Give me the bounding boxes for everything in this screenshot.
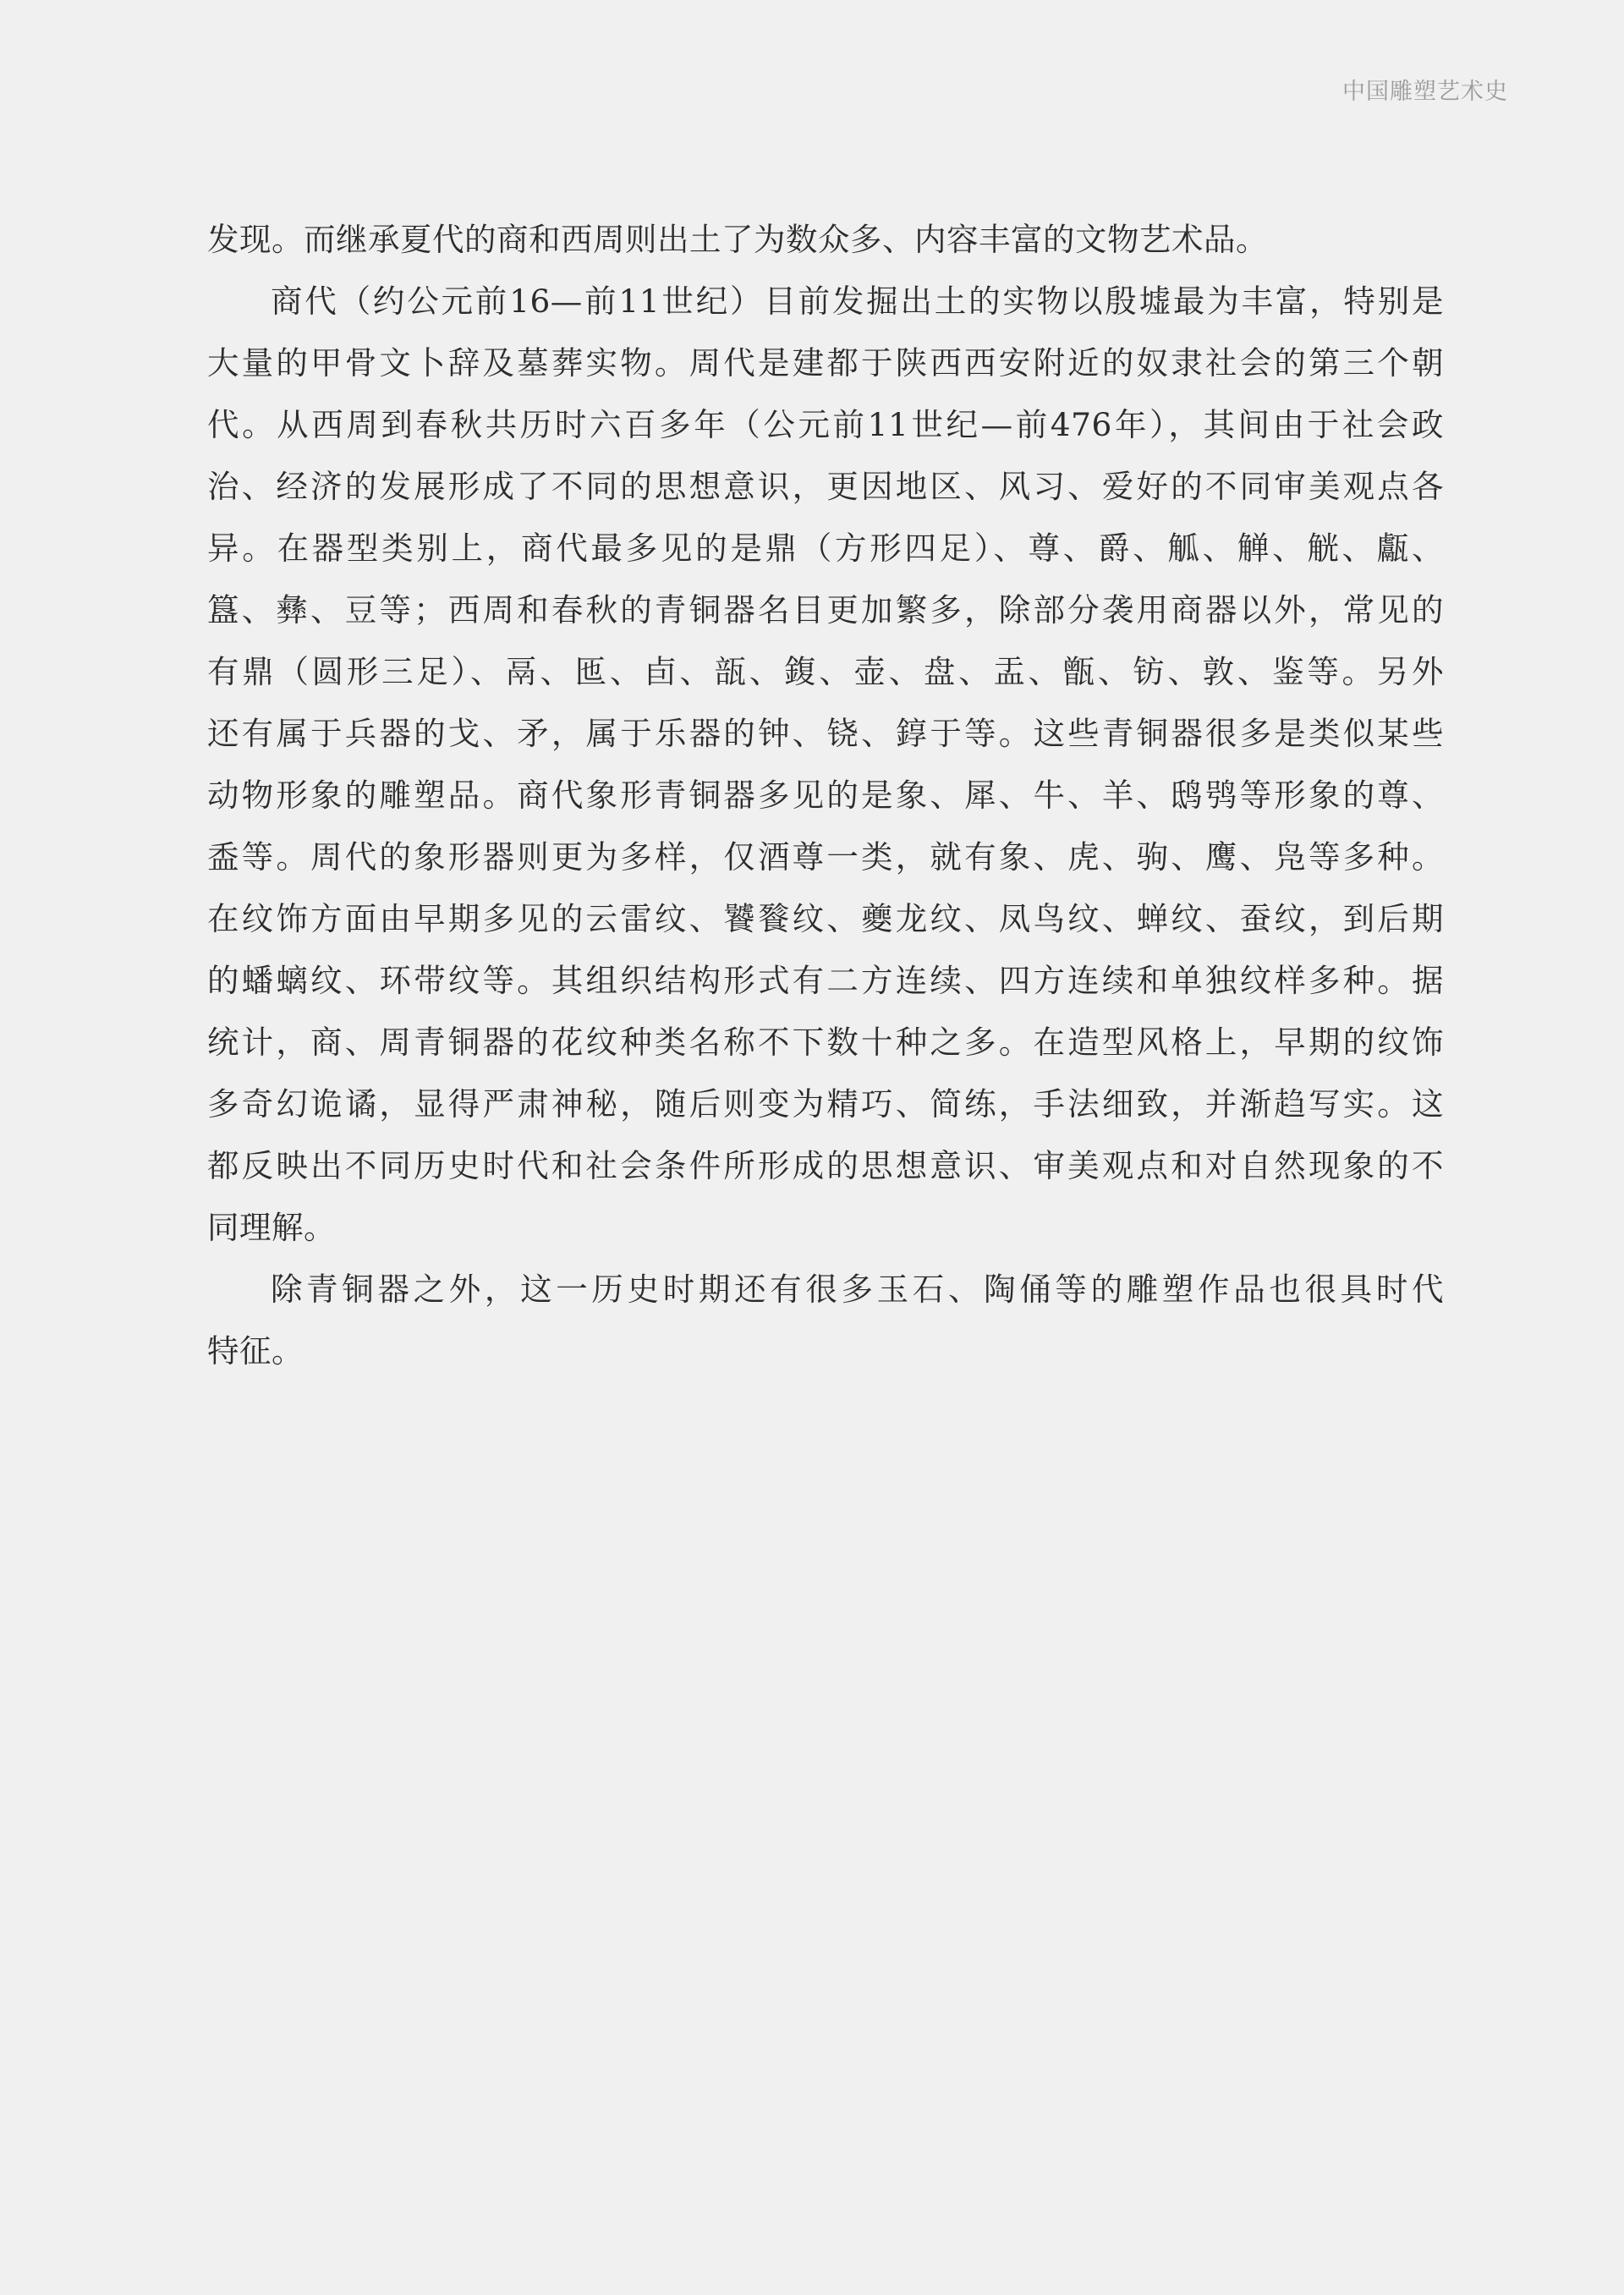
- text-line: 盉等。周代的象形器则更为多样，仅酒尊一类，就有象、虎、驹、鹰、凫等多种。: [207, 838, 1444, 876]
- text-line: 异。在器型类别上，商代最多见的是鼎（方形四足）、尊、爵、觚、觯、觥、甗、: [207, 530, 1444, 567]
- text-line: 特征。: [207, 1332, 304, 1370]
- text-line: 在纹饰方面由早期多见的云雷纹、饕餮纹、夔龙纹、凤鸟纹、蝉纹、蚕纹，到后期: [207, 900, 1444, 937]
- text-line: 治、经济的发展形成了不同的思想意识，更因地区、风习、爱好的不同审美观点各: [207, 468, 1444, 505]
- running-header: 中国雕塑艺术史: [1342, 79, 1508, 105]
- text-line: 统计，商、周青铜器的花纹种类名称不下数十种之多。在造型风格上，早期的纹饰: [207, 1024, 1444, 1061]
- text-line: 簋、彝、豆等；西周和春秋的青铜器名目更加繁多，除部分袭用商器以外，常见的: [207, 591, 1444, 629]
- text-line: 商代（约公元前16—前11世纪）目前发掘出土的实物以殷墟最为丰富，特别是: [271, 283, 1444, 320]
- paragraph-continuation: [207, 209, 1444, 271]
- text-line: 发现。而继承夏代的商和西周则出土了为数众多、内容丰富的文物艺术品。: [207, 221, 1268, 258]
- text-line: 除青铜器之外，这一历史时期还有很多玉石、陶俑等的雕塑作品也很具时代: [271, 1271, 1444, 1308]
- text-line: 都反映出不同历史时代和社会条件所形成的思想意识、审美观点和对自然现象的不: [207, 1147, 1444, 1184]
- body-text: [207, 209, 1444, 1382]
- paragraph-jade-pottery: [207, 1259, 1444, 1382]
- text-line: 多奇幻诡谲，显得严肃神秘，随后则变为精巧、简练，手法细致，并渐趋写实。这: [207, 1085, 1444, 1123]
- text-line: 动物形象的雕塑品。商代象形青铜器多见的是象、犀、牛、羊、鸱鸮等形象的尊、: [207, 777, 1444, 814]
- paragraph-shang-zhou-bronzes: [207, 271, 1444, 1259]
- text-line: 有鼎（圆形三足）、鬲、匜、卣、瓿、鍑、壶、盘、盂、甑、钫、敦、鉴等。另外: [207, 653, 1444, 690]
- text-line: 代。从西周到春秋共历时六百多年（公元前11世纪—前476年），其间由于社会政: [207, 406, 1444, 443]
- text-line: 还有属于兵器的戈、矛，属于乐器的钟、铙、錞于等。这些青铜器很多是类似某些: [207, 715, 1444, 752]
- text-line: 的蟠螭纹、环带纹等。其组织结构形式有二方连续、四方连续和单独纹样多种。据: [207, 962, 1444, 999]
- text-line: 同理解。: [207, 1209, 336, 1246]
- text-line: 大量的甲骨文卜辞及墓葬实物。周代是建都于陕西西安附近的奴隶社会的第三个朝: [207, 344, 1444, 382]
